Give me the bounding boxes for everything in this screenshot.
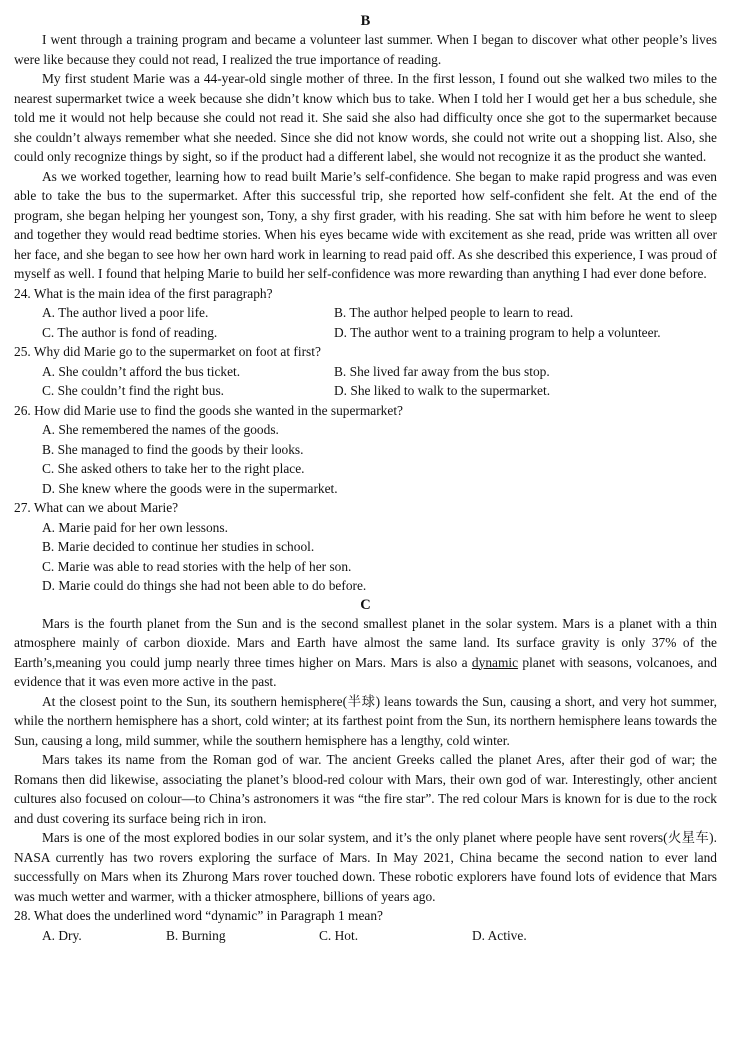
passage-b-paragraph-1: I went through a training program and became a volunteer last summer. When I began to discover what other people’s lives were like because they could not read, I realized the true importance of reading.	[14, 32, 717, 67]
passage-c-paragraph-1	[14, 614, 717, 692]
passage-b-paragraph-2: My first student Marie was a 44-year-old single mother of three. In the first lesson, I found out she walked two miles to the nearest supermarket twice a week because she didn’t know which bus to take. When I told her I would get her a bus schedule, she told me it would not help because she could not read it. She said she also had difficulty once she got to the supermarket because she couldn’t always remember what she needed. Since she did not know words, she could not write out a shopping list. Also, she could only recognize things by sight, so if the product had a different label, she would not recognize it as the product she wanted.	[14, 71, 717, 164]
option-c: C. She couldn’t find the right bus.	[42, 383, 225, 398]
passage-b-paragraph-3: As we worked together, learning how to read built Marie’s self-confidence. She began to make rapid progress and was even able to take the bus to the supermarket. After this successful trip, she reported how self-confident she felt. At the end of the program, she began helping her youngest son, Tony, a shy first grader, with his reading. She sat with him before he went to sleep and together they would read bedtime stories. When his eyes became wide with excitement as she read, pride was written all over her face, and she began to see how her own hard work in learning to read paid off. As she described this experience, I was proud of myself as well. I found that helping Marie to build her self-confidence was more rewarding than anything I had ever done before.	[14, 168, 717, 281]
section-c-title: C	[360, 596, 371, 613]
question-stem: 28. What does the underlined word “dynamic” in Paragraph 1 mean?	[14, 908, 383, 923]
question-25	[14, 342, 717, 401]
question-26	[14, 401, 717, 499]
option-a: A. Marie paid for her own lessons.	[42, 519, 228, 535]
question-24	[14, 284, 717, 343]
question-27	[14, 498, 717, 596]
passage-c-p1-text-before: Mars is the fourth planet from the Sun and is the second smallest planet in the solar system. Mars is a planet with a thin atmosphere mainly of carbon dioxide. Mars and Earth have almost the same land. Its surface gravity is only 37% of the Earth’s,meaning you could jump nearly three times higher on Mars. Mars is also a	[14, 615, 717, 670]
question-stem: 24. What is the main idea of the first paragraph?	[14, 285, 273, 301]
option-a: A. The author lived a poor life.	[42, 305, 209, 320]
option-d: D. She liked to walk to the supermarket.	[334, 383, 551, 398]
option-c: C. Hot.	[319, 927, 359, 943]
option-d: D. She knew where the goods were in the supermarket.	[42, 480, 338, 496]
option-b: B. She lived far away from the bus stop.	[334, 363, 550, 379]
option-c: C. Marie was able to read stories with the help of her son.	[42, 558, 352, 574]
passage-c-paragraph-2: At the closest point to the Sun, its southern hemisphere(半球) leans towards the Sun, causing a short, and very hot summer, while the northern hemisphere has a short, cold winter; at its farthest point from the Sun, its northern hemisphere leans towards the Sun, causing a long, mild summer, while the southern hemisphere has a lengthy, cold winter.	[14, 693, 717, 748]
option-b: B. The author helped people to learn to read.	[334, 305, 574, 320]
question-28	[14, 906, 717, 945]
option-a: A. She remembered the names of the goods.	[42, 422, 279, 437]
option-b: B. Marie decided to continue her studies in school.	[42, 539, 315, 554]
option-c: C. The author is fond of reading.	[42, 324, 218, 340]
option-b: B. She managed to find the goods by their looks.	[42, 441, 304, 457]
option-c: C. She asked others to take her to the right place.	[42, 461, 305, 476]
section-b-title: B	[360, 13, 371, 29]
question-stem: 26. How did Marie use to find the goods she wanted in the supermarket?	[14, 402, 403, 418]
passage-c-paragraph-4: Mars is one of the most explored bodies in our solar system, and it’s the only planet where people have sent rovers(火星车). NASA currently has two rovers exploring the surface of Mars. In May 2021, China became the second nation to ever land successfully on Mars when its Zhurong Mars rover touched down. These robotic explorers have found lots of evidence that Mars was much wetter and warmer, with a thicker atmosphere, billions of years ago.	[14, 830, 717, 904]
underlined-word-dynamic: dynamic	[471, 654, 519, 670]
question-stem: 25. Why did Marie go to the supermarket on foot at first?	[14, 344, 321, 359]
option-d: D. Marie could do things she had not been able to do before.	[42, 578, 367, 593]
option-d: D. The author went to a training program to help a volunteer.	[334, 324, 661, 340]
option-b: B. Burning	[166, 927, 226, 943]
option-d: D. Active.	[472, 927, 527, 943]
passage-c-paragraph-3: Mars takes its name from the Roman god of war. The ancient Greeks called the planet Ares, after their god of war; the Romans then did likewise, associating the planet’s blood-red colour with Mars, their own god of war. Interestingly, other ancient cultures also focused on colour—to China’s astronomers it was “the fire star”. The red colour Mars is known for is due to the rock and dust covering its surface being rich in iron.	[14, 752, 717, 826]
option-a: A. She couldn’t afford the bus ticket.	[42, 363, 241, 379]
question-stem: 27. What can we about Marie?	[14, 500, 179, 515]
option-a: A. Dry.	[42, 927, 82, 943]
passage-c-p1-text-after: planet with seasons, volcanoes, and evidence that it was even more active in the past.	[14, 654, 718, 689]
